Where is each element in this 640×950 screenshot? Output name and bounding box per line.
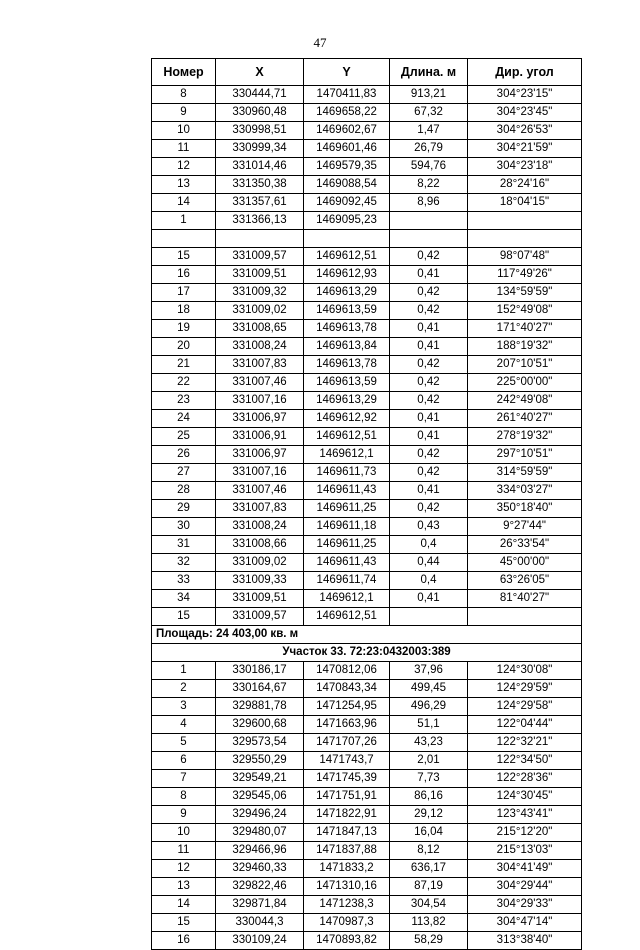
direction-angle-cell: 304°47'14" [468, 914, 582, 932]
row-number-cell: 10 [152, 824, 216, 842]
y-coordinate-cell: 1469601,46 [304, 140, 390, 158]
table-row [152, 104, 582, 122]
x-coordinate-cell: 331009,57 [216, 248, 304, 266]
x-coordinate-cell: 329881,78 [216, 698, 304, 716]
row-number-cell: 11 [152, 842, 216, 860]
direction-angle-cell: 98°07'48" [468, 248, 582, 266]
y-coordinate-cell: 1469612,92 [304, 410, 390, 428]
length-cell: 26,79 [390, 140, 468, 158]
x-coordinate-cell: 330164,67 [216, 680, 304, 698]
y-coordinate-cell: 1469611,18 [304, 518, 390, 536]
table-row [152, 680, 582, 698]
direction-angle-cell: 313°38'40" [468, 932, 582, 950]
y-coordinate-cell: 1470843,34 [304, 680, 390, 698]
table-row [152, 824, 582, 842]
x-coordinate-cell: 331009,02 [216, 302, 304, 320]
y-coordinate-cell: 1469611,25 [304, 500, 390, 518]
direction-angle-cell [468, 212, 582, 230]
y-coordinate-cell: 1469611,74 [304, 572, 390, 590]
table-row [152, 698, 582, 716]
x-coordinate-cell: 329573,54 [216, 734, 304, 752]
header-length: Длина. м [390, 59, 468, 86]
length-cell: 0,42 [390, 248, 468, 266]
table-row [152, 194, 582, 212]
direction-angle-cell: 297°10'51" [468, 446, 582, 464]
table-row [152, 500, 582, 518]
direction-angle-cell: 334°03'27" [468, 482, 582, 500]
x-coordinate-cell: 330186,17 [216, 662, 304, 680]
table-row [152, 788, 582, 806]
direction-angle-cell: 123°43'41" [468, 806, 582, 824]
row-number-cell: 33 [152, 572, 216, 590]
x-coordinate-cell: 330960,48 [216, 104, 304, 122]
table-row [152, 212, 582, 230]
table-row [152, 140, 582, 158]
length-cell [390, 230, 468, 248]
x-coordinate-cell: 330044,3 [216, 914, 304, 932]
length-cell: 0,41 [390, 590, 468, 608]
length-cell: 0,41 [390, 266, 468, 284]
length-cell: 0,42 [390, 446, 468, 464]
y-coordinate-cell: 1470812,06 [304, 662, 390, 680]
x-coordinate-cell: 331366,13 [216, 212, 304, 230]
header-y: Y [304, 59, 390, 86]
length-cell: 913,21 [390, 86, 468, 104]
direction-angle-cell: 122°04'44" [468, 716, 582, 734]
y-coordinate-cell: 1469092,45 [304, 194, 390, 212]
x-coordinate-cell: 331007,46 [216, 374, 304, 392]
row-number-cell: 12 [152, 158, 216, 176]
row-number-cell: 14 [152, 194, 216, 212]
y-coordinate-cell: 1469095,23 [304, 212, 390, 230]
row-number-cell: 9 [152, 806, 216, 824]
x-coordinate-cell: 331009,51 [216, 590, 304, 608]
table-row [152, 446, 582, 464]
area-text: Площадь: 24 403,00 кв. м [152, 626, 582, 644]
direction-angle-cell: 242°49'08" [468, 392, 582, 410]
table-row [152, 248, 582, 266]
row-number-cell: 1 [152, 662, 216, 680]
y-coordinate-cell: 1471743,7 [304, 752, 390, 770]
x-coordinate-cell: 329871,84 [216, 896, 304, 914]
x-coordinate-cell: 329545,06 [216, 788, 304, 806]
row-number-cell: 2 [152, 680, 216, 698]
direction-angle-cell: 63°26'05" [468, 572, 582, 590]
y-coordinate-cell: 1470987,3 [304, 914, 390, 932]
direction-angle-cell: 134°59'59" [468, 284, 582, 302]
direction-angle-cell: 122°32'21" [468, 734, 582, 752]
direction-angle-cell: 81°40'27" [468, 590, 582, 608]
y-coordinate-cell: 1471745,39 [304, 770, 390, 788]
direction-angle-cell: 350°18'40" [468, 500, 582, 518]
direction-angle-cell: 261°40'27" [468, 410, 582, 428]
direction-angle-cell [468, 230, 582, 248]
area-row [152, 626, 582, 644]
row-number-cell: 3 [152, 698, 216, 716]
table-row [152, 356, 582, 374]
length-cell: 0,4 [390, 536, 468, 554]
length-cell: 0,41 [390, 338, 468, 356]
direction-angle-cell: 304°29'44" [468, 878, 582, 896]
row-number-cell: 24 [152, 410, 216, 428]
direction-angle-cell: 124°30'45" [468, 788, 582, 806]
length-cell: 304,54 [390, 896, 468, 914]
row-number-cell: 21 [152, 356, 216, 374]
x-coordinate-cell: 329600,68 [216, 716, 304, 734]
table-row [152, 464, 582, 482]
length-cell: 0,41 [390, 320, 468, 338]
y-coordinate-cell: 1469613,78 [304, 356, 390, 374]
table-row [152, 932, 582, 950]
length-cell: 0,41 [390, 428, 468, 446]
y-coordinate-cell: 1471837,88 [304, 842, 390, 860]
x-coordinate-cell: 331357,61 [216, 194, 304, 212]
row-number-cell: 17 [152, 284, 216, 302]
row-number-cell: 10 [152, 122, 216, 140]
row-number-cell: 15 [152, 608, 216, 626]
row-number-cell: 29 [152, 500, 216, 518]
y-coordinate-cell: 1469612,51 [304, 608, 390, 626]
x-coordinate-cell: 329466,96 [216, 842, 304, 860]
table-row [152, 392, 582, 410]
direction-angle-cell: 304°21'59" [468, 140, 582, 158]
length-cell: 2,01 [390, 752, 468, 770]
header-x: X [216, 59, 304, 86]
direction-angle-cell: 304°26'53" [468, 122, 582, 140]
direction-angle-cell: 171°40'27" [468, 320, 582, 338]
x-coordinate-cell: 329496,24 [216, 806, 304, 824]
y-coordinate-cell: 1471833,2 [304, 860, 390, 878]
x-coordinate-cell: 331008,65 [216, 320, 304, 338]
x-coordinate-cell: 331007,46 [216, 482, 304, 500]
table-row [152, 482, 582, 500]
table-row [152, 302, 582, 320]
length-cell: 113,82 [390, 914, 468, 932]
row-number-cell: 8 [152, 86, 216, 104]
row-number-cell: 34 [152, 590, 216, 608]
direction-angle-cell: 9°27'44" [468, 518, 582, 536]
direction-angle-cell: 152°49'08" [468, 302, 582, 320]
y-coordinate-cell: 1469579,35 [304, 158, 390, 176]
table-row [152, 770, 582, 788]
table-row [152, 590, 582, 608]
x-coordinate-cell: 331009,32 [216, 284, 304, 302]
length-cell: 37,96 [390, 662, 468, 680]
table-row [152, 572, 582, 590]
direction-angle-cell: 314°59'59" [468, 464, 582, 482]
direction-angle-cell: 124°29'59" [468, 680, 582, 698]
x-coordinate-cell: 330109,24 [216, 932, 304, 950]
table-row [152, 122, 582, 140]
x-coordinate-cell: 331008,24 [216, 518, 304, 536]
table-row [152, 320, 582, 338]
table-row [152, 662, 582, 680]
direction-angle-cell: 304°29'33" [468, 896, 582, 914]
y-coordinate-cell: 1469613,59 [304, 374, 390, 392]
table-row [152, 176, 582, 194]
row-number-cell: 4 [152, 716, 216, 734]
y-coordinate-cell: 1471238,3 [304, 896, 390, 914]
y-coordinate-cell: 1469611,43 [304, 482, 390, 500]
length-cell: 594,76 [390, 158, 468, 176]
table-body-part1 [152, 86, 582, 626]
page-number: 47 [313, 35, 327, 50]
y-coordinate-cell: 1471663,96 [304, 716, 390, 734]
table-row [152, 86, 582, 104]
length-cell [390, 608, 468, 626]
direction-angle-cell: 215°13'03" [468, 842, 582, 860]
y-coordinate-cell: 1469088,54 [304, 176, 390, 194]
y-coordinate-cell: 1471847,13 [304, 824, 390, 842]
direction-angle-cell: 188°19'32" [468, 338, 582, 356]
length-cell: 0,44 [390, 554, 468, 572]
table-row [152, 284, 582, 302]
x-coordinate-cell: 331009,57 [216, 608, 304, 626]
length-cell: 0,42 [390, 302, 468, 320]
x-coordinate-cell: 331006,91 [216, 428, 304, 446]
x-coordinate-cell: 330444,71 [216, 86, 304, 104]
length-cell: 0,4 [390, 572, 468, 590]
length-cell: 0,42 [390, 374, 468, 392]
coordinates-table [151, 58, 582, 950]
direction-angle-cell: 304°23'18" [468, 158, 582, 176]
x-coordinate-cell: 331350,38 [216, 176, 304, 194]
x-coordinate-cell: 331009,51 [216, 266, 304, 284]
row-number-cell: 31 [152, 536, 216, 554]
length-cell: 0,41 [390, 410, 468, 428]
direction-angle-cell: 225°00'00" [468, 374, 582, 392]
length-cell: 0,42 [390, 500, 468, 518]
direction-angle-cell: 304°23'45" [468, 104, 582, 122]
y-coordinate-cell: 1469611,73 [304, 464, 390, 482]
direction-angle-cell: 304°23'15" [468, 86, 582, 104]
length-cell: 8,12 [390, 842, 468, 860]
length-cell: 1,47 [390, 122, 468, 140]
table-row [152, 860, 582, 878]
table-row [152, 842, 582, 860]
row-number-cell: 5 [152, 734, 216, 752]
row-number-cell: 6 [152, 752, 216, 770]
x-coordinate-cell: 331007,16 [216, 392, 304, 410]
direction-angle-cell: 124°30'08" [468, 662, 582, 680]
x-coordinate-cell: 331008,24 [216, 338, 304, 356]
x-coordinate-cell: 331009,02 [216, 554, 304, 572]
length-cell: 8,96 [390, 194, 468, 212]
row-number-cell: 19 [152, 320, 216, 338]
direction-angle-cell: 122°34'50" [468, 752, 582, 770]
length-cell: 0,42 [390, 356, 468, 374]
length-cell: 67,32 [390, 104, 468, 122]
table-row [152, 878, 582, 896]
length-cell: 86,16 [390, 788, 468, 806]
row-number-cell: 22 [152, 374, 216, 392]
y-coordinate-cell: 1469613,59 [304, 302, 390, 320]
y-coordinate-cell: 1469602,67 [304, 122, 390, 140]
length-cell: 58,29 [390, 932, 468, 950]
row-number-cell: 27 [152, 464, 216, 482]
row-number-cell: 18 [152, 302, 216, 320]
row-number-cell: 20 [152, 338, 216, 356]
y-coordinate-cell: 1469613,29 [304, 284, 390, 302]
row-number-cell: 13 [152, 176, 216, 194]
length-cell: 51,1 [390, 716, 468, 734]
direction-angle-cell: 28°24'16" [468, 176, 582, 194]
length-cell: 43,23 [390, 734, 468, 752]
direction-angle-cell [468, 608, 582, 626]
table-row [152, 554, 582, 572]
direction-angle-cell: 124°29'58" [468, 698, 582, 716]
y-coordinate-cell: 1469612,51 [304, 428, 390, 446]
table-row [152, 428, 582, 446]
table-row [152, 158, 582, 176]
table-row [152, 734, 582, 752]
row-number-cell: 32 [152, 554, 216, 572]
row-number-cell: 11 [152, 140, 216, 158]
length-cell: 0,41 [390, 482, 468, 500]
parcel-title: Участок 33. 72:23:0432003:389 [152, 644, 582, 662]
parcel-title-row [152, 644, 582, 662]
row-number-cell: 1 [152, 212, 216, 230]
row-number-cell: 9 [152, 104, 216, 122]
table-body-part2 [152, 662, 582, 950]
x-coordinate-cell: 330999,34 [216, 140, 304, 158]
y-coordinate-cell: 1469612,51 [304, 248, 390, 266]
row-number-cell: 23 [152, 392, 216, 410]
length-cell: 496,29 [390, 698, 468, 716]
x-coordinate-cell: 331007,83 [216, 356, 304, 374]
row-number-cell: 13 [152, 878, 216, 896]
header-number: Номер [152, 59, 216, 86]
row-number-cell: 16 [152, 932, 216, 950]
x-coordinate-cell: 331008,66 [216, 536, 304, 554]
length-cell: 636,17 [390, 860, 468, 878]
y-coordinate-cell: 1469611,25 [304, 536, 390, 554]
row-number-cell: 16 [152, 266, 216, 284]
length-cell: 0,42 [390, 284, 468, 302]
length-cell: 0,43 [390, 518, 468, 536]
direction-angle-cell: 278°19'32" [468, 428, 582, 446]
row-number-cell: 25 [152, 428, 216, 446]
y-coordinate-cell: 1469613,29 [304, 392, 390, 410]
x-coordinate-cell: 331006,97 [216, 446, 304, 464]
length-cell: 16,04 [390, 824, 468, 842]
table-row [152, 536, 582, 554]
x-coordinate-cell: 330998,51 [216, 122, 304, 140]
x-coordinate-cell: 329460,33 [216, 860, 304, 878]
table-row [152, 914, 582, 932]
direction-angle-cell: 122°28'36" [468, 770, 582, 788]
direction-angle-cell: 207°10'51" [468, 356, 582, 374]
y-coordinate-cell: 1471310,16 [304, 878, 390, 896]
x-coordinate-cell: 329549,21 [216, 770, 304, 788]
y-coordinate-cell: 1469613,78 [304, 320, 390, 338]
x-coordinate-cell: 331006,97 [216, 410, 304, 428]
y-coordinate-cell: 1469612,1 [304, 590, 390, 608]
direction-angle-cell: 18°04'15" [468, 194, 582, 212]
length-cell [390, 212, 468, 230]
y-coordinate-cell: 1469612,1 [304, 446, 390, 464]
table-header-row [152, 59, 582, 86]
length-cell: 29,12 [390, 806, 468, 824]
x-coordinate-cell: 329550,29 [216, 752, 304, 770]
direction-angle-cell: 304°41'49" [468, 860, 582, 878]
length-cell: 8,22 [390, 176, 468, 194]
table-row [152, 608, 582, 626]
y-coordinate-cell: 1470893,82 [304, 932, 390, 950]
table-row [152, 338, 582, 356]
table-row [152, 410, 582, 428]
length-cell: 0,42 [390, 464, 468, 482]
header-direction-angle: Дир. угол [468, 59, 582, 86]
table-summary [152, 626, 582, 662]
y-coordinate-cell: 1469612,93 [304, 266, 390, 284]
direction-angle-cell: 45°00'00" [468, 554, 582, 572]
x-coordinate-cell [216, 230, 304, 248]
y-coordinate-cell [304, 230, 390, 248]
row-number-cell: 26 [152, 446, 216, 464]
row-number-cell: 7 [152, 770, 216, 788]
row-number-cell: 15 [152, 914, 216, 932]
direction-angle-cell: 117°49'26" [468, 266, 582, 284]
x-coordinate-cell: 329822,46 [216, 878, 304, 896]
x-coordinate-cell: 331007,16 [216, 464, 304, 482]
table-row [152, 518, 582, 536]
length-cell: 499,45 [390, 680, 468, 698]
y-coordinate-cell: 1471254,95 [304, 698, 390, 716]
x-coordinate-cell: 331007,83 [216, 500, 304, 518]
y-coordinate-cell: 1470411,83 [304, 86, 390, 104]
y-coordinate-cell: 1471822,91 [304, 806, 390, 824]
y-coordinate-cell: 1471751,91 [304, 788, 390, 806]
row-number-cell: 15 [152, 248, 216, 266]
table-row [152, 230, 582, 248]
row-number-cell: 28 [152, 482, 216, 500]
y-coordinate-cell: 1469658,22 [304, 104, 390, 122]
length-cell: 7,73 [390, 770, 468, 788]
y-coordinate-cell: 1471707,26 [304, 734, 390, 752]
y-coordinate-cell: 1469611,43 [304, 554, 390, 572]
direction-angle-cell: 26°33'54" [468, 536, 582, 554]
table-row [152, 806, 582, 824]
table-row [152, 752, 582, 770]
x-coordinate-cell: 331014,46 [216, 158, 304, 176]
table-row [152, 374, 582, 392]
length-cell: 0,42 [390, 392, 468, 410]
length-cell: 87,19 [390, 878, 468, 896]
table-row [152, 716, 582, 734]
row-number-cell [152, 230, 216, 248]
row-number-cell: 14 [152, 896, 216, 914]
y-coordinate-cell: 1469613,84 [304, 338, 390, 356]
direction-angle-cell: 215°12'20" [468, 824, 582, 842]
table-row [152, 266, 582, 284]
row-number-cell: 30 [152, 518, 216, 536]
row-number-cell: 12 [152, 860, 216, 878]
x-coordinate-cell: 331009,33 [216, 572, 304, 590]
row-number-cell: 8 [152, 788, 216, 806]
x-coordinate-cell: 329480,07 [216, 824, 304, 842]
